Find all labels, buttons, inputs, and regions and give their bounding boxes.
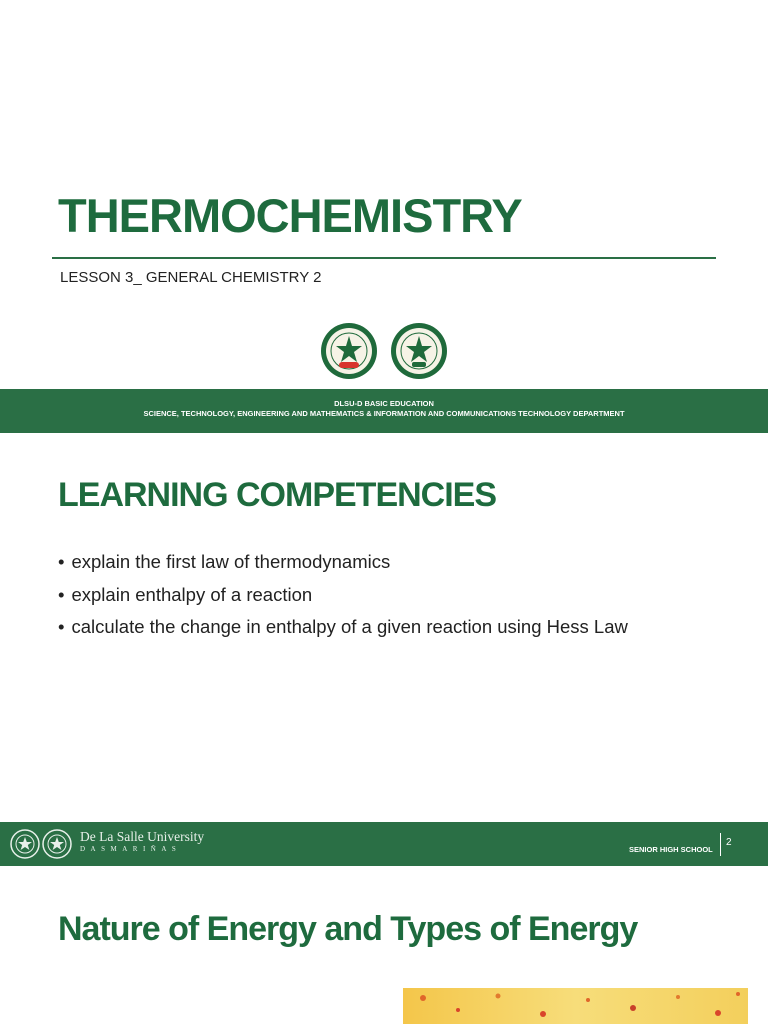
dlsu-seal-icon bbox=[390, 322, 448, 380]
footer-banner bbox=[0, 822, 768, 866]
campus-name: DASMARIÑAS bbox=[80, 845, 182, 853]
title-slide bbox=[0, 0, 768, 389]
banner-line-1: DLSU-D BASIC EDUCATION bbox=[334, 399, 434, 408]
slide-title: THERMOCHEMISTRY bbox=[58, 189, 522, 242]
university-seals-icon bbox=[10, 827, 74, 861]
list-item: • explain enthalpy of a reaction bbox=[58, 579, 628, 612]
competencies-list bbox=[58, 546, 628, 644]
energy-slide-title: Nature of Energy and Types of Energy bbox=[58, 910, 638, 948]
page-number: 2 bbox=[726, 837, 732, 848]
energy-image bbox=[403, 988, 748, 1024]
banner-line-2: SCIENCE, TECHNOLOGY, ENGINEERING AND MATHEMATICS & INFORMATION AND COMMUNICATIONS TECHNOLOGY DEPARTMENT bbox=[143, 409, 625, 418]
list-item: • calculate the change in enthalpy of a given reaction using Hess Law bbox=[58, 611, 628, 644]
title-divider bbox=[52, 257, 716, 259]
competencies-title: LEARNING COMPETENCIES bbox=[58, 476, 497, 514]
footer-divider bbox=[720, 833, 721, 856]
list-item: • explain the first law of thermodynamics bbox=[58, 546, 628, 579]
university-name: De La Salle University bbox=[80, 829, 205, 844]
slide-subtitle: LESSON 3_ GENERAL CHEMISTRY 2 bbox=[60, 269, 322, 286]
department-banner bbox=[0, 389, 768, 433]
dlsu-seal-icon bbox=[320, 322, 378, 380]
program-label: SENIOR HIGH SCHOOL bbox=[629, 845, 713, 854]
